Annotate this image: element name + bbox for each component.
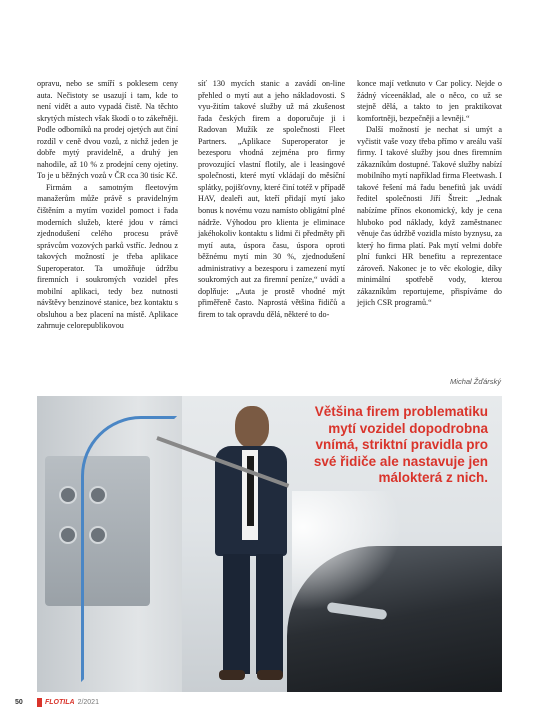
page-number: 50 xyxy=(15,699,23,706)
machine-knob xyxy=(59,526,77,544)
person-head xyxy=(235,406,269,448)
page-footer xyxy=(0,699,538,713)
machine-knob xyxy=(59,486,77,504)
magazine-name: FLOTILA xyxy=(45,699,75,706)
paragraph: konce mají vetknuto v Car policy. Nejde o žádný víceenáklad, ale o něco, co už se stejně dělá, a takto to jen praktikovat komfortněji, bezpečněji a levněji.“ xyxy=(357,79,502,123)
hose xyxy=(81,416,177,682)
paragraph: Firmám a samotným fleetovým manažerům může právě s pravidelným čištěním a mytím vozidel pomoct i řada moderních služeb, které jdou v rámci zjednodušení celého procesu právě správcům vozových parků vstříc. Jednou z takových možností je třeba aplikace Superoperator. Ta umožňuje údržbu firemních i soukromých vozidel přes mobilní aplikaci, tedy bez nutnosti návštěvy benzinové stanice, bez kontaktu s obsluhou a bez placení na místě. Aplikace zahrnuje celorepublikovou xyxy=(37,182,178,331)
paragraph: opravu, nebo se smíří s poklesem ceny auta. Nečistoty se usazují i tam, kde to není vidět a auto vypadá čistě. Na těchto skrytých místech však škodí o to zákeřněji. Podle odborníků na prodej ojetých aut činí rozdíl v ceně dvou vozů, z nichž jeden je dobře mytý pravidelně, a druhý jen nahodile, až 10 % z prodejní ceny ojetiny. To je u běžných vozů v ČR cca 30 tisíc Kč. xyxy=(37,79,178,181)
article-column-1 xyxy=(37,78,178,332)
article-column-3 xyxy=(357,78,502,309)
flotila-logo-icon xyxy=(37,698,42,707)
person-shoe xyxy=(219,670,245,680)
person-legs xyxy=(223,554,283,674)
person-shoe xyxy=(257,670,283,680)
article-photo xyxy=(37,396,502,692)
water-spray xyxy=(292,491,402,611)
person-tie xyxy=(247,456,254,526)
article-column-2 xyxy=(198,78,345,320)
paragraph: síť 130 mycích stanic a zavádí on-line přehled o mytí aut a jeho nákladovosti. S vyu-žitím takové služby už má zkušenost řada českých firem a doporučuje ji i Radovan Mužík ze společnosti Fleet Partners. „Aplikace Superoperator je bezesporu vhodná zejména pro firmy provozující vlastní flotily, ale i leasingové společnosti, které mytí vkládají do měsíční splátky, pojišťovny, které činí totéž v případě HAV, dealeři aut, kteří přidají mytí jako bonus k novému vozu namísto obligátní plné nádrže. Výhodou pro klienta je eliminace jakéhokoliv kontaktu s lidmi či předměty při mytí auta, úspora času, úspora oproti běžnému mytí min 30 %, zjednodušení administrativy a bezesporu i zamezení mytí soukromých aut za firemní peníze,“ uvádí a doplňuje: „Auta je prostě vhodné mýt přiměřeně často. Naprostá většina řidičů a firem to tak opravdu dělá, některé to do- xyxy=(198,79,345,319)
photo-caption: Většina firem problematiku mytí vozidel dopodrobna vnímá, striktní pravidla pro své řidiče ale nastavuje jen málokterá z nich. xyxy=(313,404,488,485)
author-signature: Michal Žďárský xyxy=(450,377,501,386)
person xyxy=(187,406,297,686)
magazine-label xyxy=(37,698,99,707)
paragraph: Další možností je nechat si umýt a vyčistit vaše vozy třeba přímo v areálu vaší firmy. I takové služby jsou dnes firemním zákazníkům dostupné. Takové služby nabízí mobilního mytí například firma Fleetwash. I takové řešení má řadu benefitů jak uvádí ředitel společnosti Jiří Štreit: „Jednak nabízíme přínos ekonomický, kdy je cena hluboko pod náklady, když zaměstnanec věnuje čas údržbě vozidla místo byznysu, za který ho firma platí. Pak mytí velmi dobře plní funkci HR benefitu a reprezentace zároveň. Nakonec je to věc ekologie, díky minimální spotřebě vody, kterou zákazníkům reportujeme, přispíváme do jejich CSR programů.“ xyxy=(357,125,502,308)
magazine-issue: 2/2021 xyxy=(77,699,99,706)
